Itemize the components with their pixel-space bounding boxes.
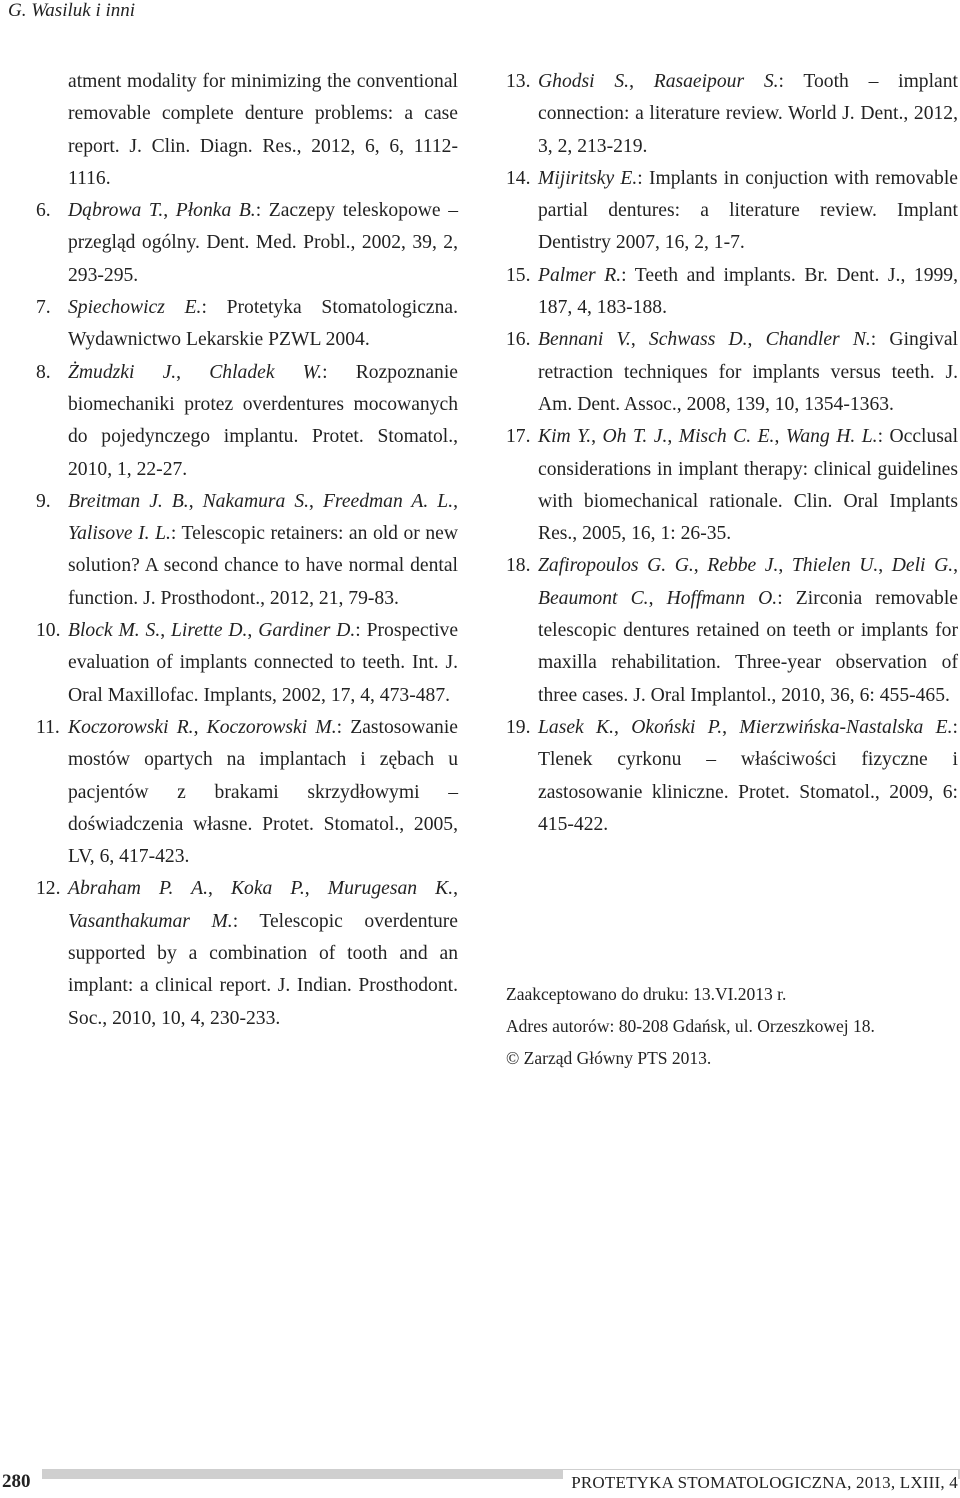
reference-segment: , [453, 878, 459, 900]
reference-segment: , [591, 426, 603, 448]
reference-author: Palmer R. [538, 264, 622, 286]
reference-author: Ghodsi S. [538, 71, 630, 92]
journal-footer: PROTETYKA STOMATOLOGICZNA, 2013, LXIII, 4 [563, 1470, 958, 1496]
reference-segment: , [722, 716, 740, 738]
reference-item [36, 486, 458, 615]
reference-text [68, 292, 458, 357]
reference-segment: , [774, 426, 786, 448]
reference-author: Deli G. [891, 555, 954, 577]
reference-item [36, 66, 458, 195]
reference-author: Lirette D. [171, 620, 248, 642]
reference-number: 18. [506, 555, 531, 577]
reference-text [538, 550, 958, 711]
reference-segment: : Zastosowanie mostów opartych na implantach i zębach u pacjentów z brakami skrzydłowymi – doświadczenia własne. Protet. Stomatol., 2005, LV, 6, 417-423. [68, 716, 458, 868]
reference-author: Freedman A. L. [322, 490, 454, 512]
reference-number: 7. [36, 297, 51, 319]
reference-author: Hoffmann O. [666, 587, 778, 609]
reference-segment: , [188, 490, 203, 512]
reference-author: Yalisove I. L. [68, 523, 171, 545]
reference-item [36, 292, 458, 357]
reference-segment: , [648, 587, 667, 609]
reference-item [506, 550, 958, 711]
reference-author: Okoński P. [631, 716, 723, 738]
reference-author: Koka P. [230, 878, 305, 900]
reference-number: 16. [506, 329, 531, 351]
reference-text [68, 712, 458, 873]
reference-number: 10. [36, 620, 61, 642]
reference-segment: , [630, 329, 649, 351]
reference-author: Vasanthakumar M. [68, 910, 233, 932]
reference-number: 19. [506, 716, 531, 738]
reference-text [68, 357, 458, 486]
reference-item [506, 324, 958, 421]
reference-segment: : Prospective evaluation of implants connected to teeth. Int. J. Oral Maxillofac. Implants, 2002, 17, 4, 473-487. [68, 620, 459, 706]
author-address: Adres autorów: 80-208 Gdańsk, ul. Orzeszkowej 18. [506, 1016, 875, 1036]
reference-item [506, 712, 958, 841]
reference-author: Thielen U. [791, 555, 879, 577]
reference-author: Rasaeipour S. [653, 71, 779, 92]
reference-segment: : Telescopic overdenture supported by a combination of tooth and an implant: a clinical report. J. Indian. Prosthodont. Soc., 2010, 10, 4, 230-233. [68, 910, 458, 1029]
reference-segment: , [309, 490, 323, 512]
reference-author: Koczorowski R. [68, 716, 194, 738]
reference-segment: , [878, 555, 892, 577]
reference-item [506, 66, 958, 163]
reference-number: 6. [36, 200, 51, 222]
reference-number: 17. [506, 426, 531, 448]
reference-text [538, 163, 958, 260]
reference-segment: , [207, 878, 231, 900]
reference-segment: , [304, 878, 328, 900]
reference-author: Żmudzki J. [68, 361, 177, 383]
reference-author: Kim Y. [538, 426, 592, 448]
reference-text [68, 873, 458, 1034]
reference-author: Breitman J. B. [68, 490, 189, 512]
reference-text [538, 712, 958, 841]
reference-segment: : Rozpoznanie biomechaniki protez overdentures mocowanych do pojedynczego implantu. Protet. Stomatol., 2010, 1, 22-27. [68, 361, 458, 480]
reference-segment: , [453, 490, 459, 512]
reference-segment: : Gingival retraction techniques for implants versus teeth. J. Am. Dent. Assoc., 2008, 139, 10, 1354-1363. [538, 329, 958, 415]
reference-segment: , [693, 555, 708, 577]
reference-author: Block M. S. [68, 620, 161, 642]
reference-author: Chandler N. [765, 329, 871, 351]
reference-text [538, 66, 958, 163]
reference-number: 12. [36, 878, 61, 900]
reference-segment: : Protetyka Stomatologiczna. Wydawnictwo Lekarskie PZWL 2004. [68, 297, 459, 351]
reference-segment: , [193, 716, 207, 738]
reference-author: Mijiritsky E. [538, 167, 638, 189]
reference-author: Mierzwińska-Nastalska E. [739, 716, 953, 738]
reference-item [36, 615, 458, 712]
reference-segment: : Zaczepy teleskopowe – przegląd ogólny. Dent. Med. Probl., 2002, 39, 2, 293-295. [68, 200, 459, 286]
reference-text [538, 324, 958, 421]
reference-author: Koczorowski M. [206, 716, 337, 738]
reference-segment: : Tooth – implant connection: a literature review. World J. Dent., 2012, 3, 2, 213-219. [538, 71, 958, 157]
reference-segment: : Telescopic retainers: an old or new solution? A second chance to have normal dental function. J. Prosthodont., 2012, 21, 79-83. [68, 523, 458, 609]
reference-author: Oh T. J. [602, 426, 668, 448]
reference-item [506, 260, 958, 325]
reference-author: Chladek W. [209, 361, 323, 383]
reference-segment: , [163, 200, 176, 222]
reference-segment: , [629, 71, 654, 92]
reference-segment: atment modality for minimizing the conventional removable complete denture problems: a case report. J. Clin. Diagn. Res., 2012, 6, 6, 1112-1116. [68, 71, 458, 189]
reference-segment: , [247, 620, 259, 642]
reference-number: 13. [506, 71, 531, 92]
running-head: G. Wasiluk i inni [8, 0, 136, 21]
reference-segment: : Tlenek cyrkonu – właściwości fizyczne i zastosowanie kliniczne. Protet. Stomatol., 2009, 6: 415-422. [538, 716, 958, 835]
reference-author: Rebbe J. [707, 555, 779, 577]
reference-text [36, 66, 458, 195]
reference-author: Nakamura S. [202, 490, 310, 512]
reference-author: Płonka B. [175, 200, 256, 222]
reference-item [506, 421, 958, 550]
acceptance-date: Zaakceptowano do druku: 13.VI.2013 r. [506, 984, 787, 1004]
reference-segment: : Teeth and implants. Br. Dent. J., 1999, 187, 4, 183-188. [538, 264, 958, 319]
reference-segment: : Implants in conjuction with removable partial dentures: a literature review. Implant Dentistry 2007, 16, 2, 1-7. [538, 167, 958, 254]
reference-text [68, 486, 458, 615]
reference-number: 11. [36, 716, 60, 738]
reference-segment: , [953, 555, 959, 577]
reference-author: Misch C. E. [678, 426, 775, 448]
reference-author: Schwass D. [648, 329, 748, 351]
reference-author: Dąbrowa T. [68, 200, 164, 222]
reference-text [68, 195, 458, 292]
reference-author: Abraham P. A. [68, 878, 208, 900]
reference-author: Lasek K. [538, 716, 615, 738]
reference-segment: , [176, 361, 210, 383]
reference-author: Wang H. L. [785, 426, 878, 448]
reference-text [68, 615, 458, 712]
reference-author: Bennani V. [538, 329, 631, 351]
reference-author: Beaumont C. [538, 587, 649, 609]
reference-number: 14. [506, 167, 531, 189]
reference-segment: , [160, 620, 171, 642]
reference-text [538, 421, 958, 550]
references-right-column [506, 66, 958, 841]
reference-author: Zafiropoulos G. G. [538, 555, 694, 577]
reference-text [538, 260, 958, 325]
reference-author: Murugesan K. [327, 878, 454, 900]
references-left-column [36, 66, 458, 1035]
reference-segment: : Occlusal considerations in implant therapy: clinical guidelines with biomechanical rationale. Clin. Oral Implants Res., 2005, 16, 1: 26-35. [538, 426, 959, 545]
reference-segment: , [747, 329, 766, 351]
reference-segment: , [778, 555, 792, 577]
reference-number: 15. [506, 264, 531, 286]
article-notes [506, 978, 958, 1074]
reference-segment: , [667, 426, 679, 448]
reference-number: 9. [36, 490, 51, 512]
page-number: 280 [0, 1469, 42, 1495]
reference-author: Spiechowicz E. [68, 297, 202, 319]
reference-item [36, 357, 458, 486]
reference-segment: : Zirconia removable telescopic dentures retained on teeth or implants for maxilla rehabilitation. Three-year observation of three cases. J. Oral Implantol., 2010, 36, 6: 455-465. [538, 587, 958, 706]
reference-item [36, 873, 458, 1034]
reference-author: Gardiner D. [258, 620, 356, 642]
reference-segment: , [614, 716, 632, 738]
reference-item [36, 195, 458, 292]
reference-item [506, 163, 958, 260]
reference-item [36, 712, 458, 873]
copyright-line: © Zarząd Główny PTS 2013. [506, 1048, 712, 1068]
reference-number: 8. [36, 361, 51, 383]
